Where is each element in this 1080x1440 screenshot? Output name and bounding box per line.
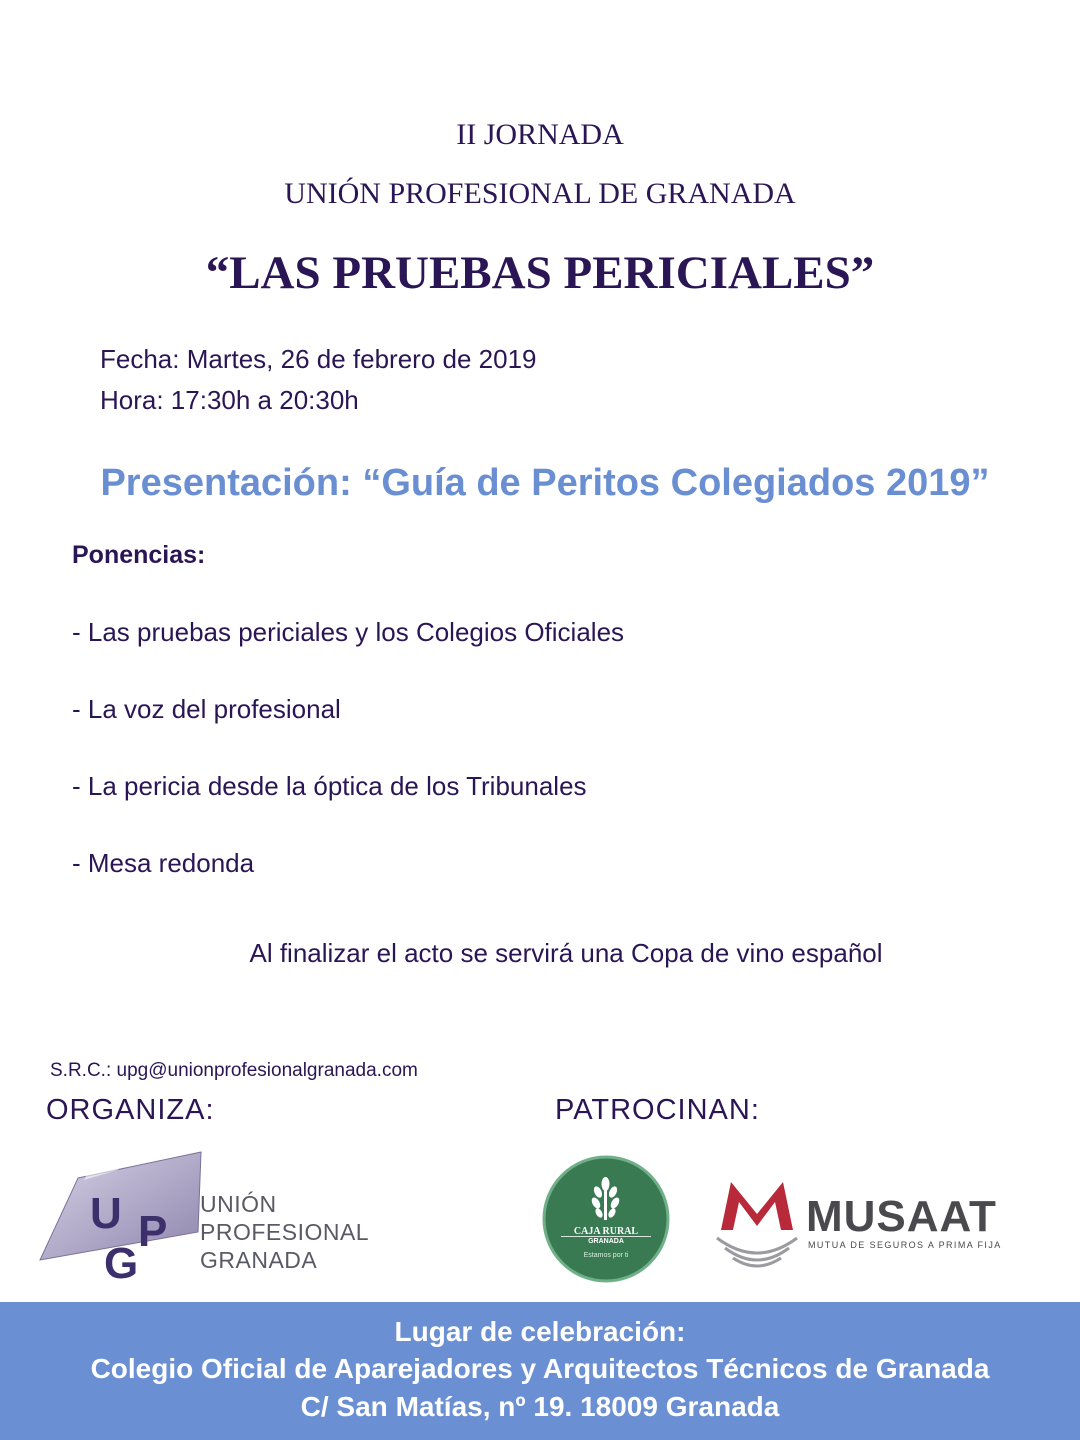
upg-letter-u: U xyxy=(90,1189,122,1238)
talk-item: - Mesa redonda xyxy=(72,848,255,878)
upg-letter-p: P xyxy=(138,1207,168,1256)
upg-logo-line: PROFESIONAL xyxy=(200,1219,370,1245)
event-edition: II JORNADA xyxy=(456,118,624,151)
musaat-logo-icon xyxy=(713,1168,801,1268)
organizer-heading: UNIÓN PROFESIONAL DE GRANADA xyxy=(284,177,796,210)
event-time: Hora: 17:30h a 20:30h xyxy=(100,385,359,415)
presentation-heading: Presentación: “Guía de Peritos Colegiados 2019” xyxy=(100,462,990,504)
talk-item: - La pericia desde la óptica de los Tribunales xyxy=(72,771,587,801)
talk-item: - La voz del profesional xyxy=(72,694,341,724)
closing-note: Al finalizar el acto se servirá una Copa de vino español xyxy=(249,938,883,968)
upg-logo-line: GRANADA xyxy=(200,1247,318,1273)
contact-email: S.R.C.: upg@unionprofesionalgranada.com xyxy=(50,1060,418,1081)
caja-rural-tagline: Estamos por ti xyxy=(583,1252,629,1259)
sponsors-label: PATROCINAN: xyxy=(555,1094,760,1126)
musaat-subtitle: MUTUA DE SEGUROS A PRIMA FIJA xyxy=(808,1240,1002,1250)
talks-label: Ponencias: xyxy=(72,541,206,569)
caja-rural-logo xyxy=(541,1154,671,1284)
event-title: “LAS PRUEBAS PERICIALES” xyxy=(205,247,875,299)
venue-label: Lugar de celebración: xyxy=(394,1316,686,1347)
caja-rural-name: CAJA RURAL xyxy=(573,1226,639,1237)
venue-address: C/ San Matías, nº 19. 18009 Granada xyxy=(300,1391,780,1422)
caja-rural-sub: GRANADA xyxy=(588,1238,624,1245)
upg-logo-text xyxy=(200,1190,369,1274)
upg-letter-g: G xyxy=(104,1239,139,1288)
talk-item: - Las pruebas periciales y los Colegios Oficiales xyxy=(72,617,625,647)
venue-footer xyxy=(0,1302,1080,1440)
event-date: Fecha: Martes, 26 de febrero de 2019 xyxy=(100,344,537,374)
organizer-label: ORGANIZA: xyxy=(46,1094,215,1126)
upg-logo-line: UNIÓN xyxy=(200,1191,277,1217)
musaat-name: MUSAAT xyxy=(806,1192,997,1241)
venue-name: Colegio Oficial de Aparejadores y Arquitectos Técnicos de Granada xyxy=(90,1353,990,1384)
